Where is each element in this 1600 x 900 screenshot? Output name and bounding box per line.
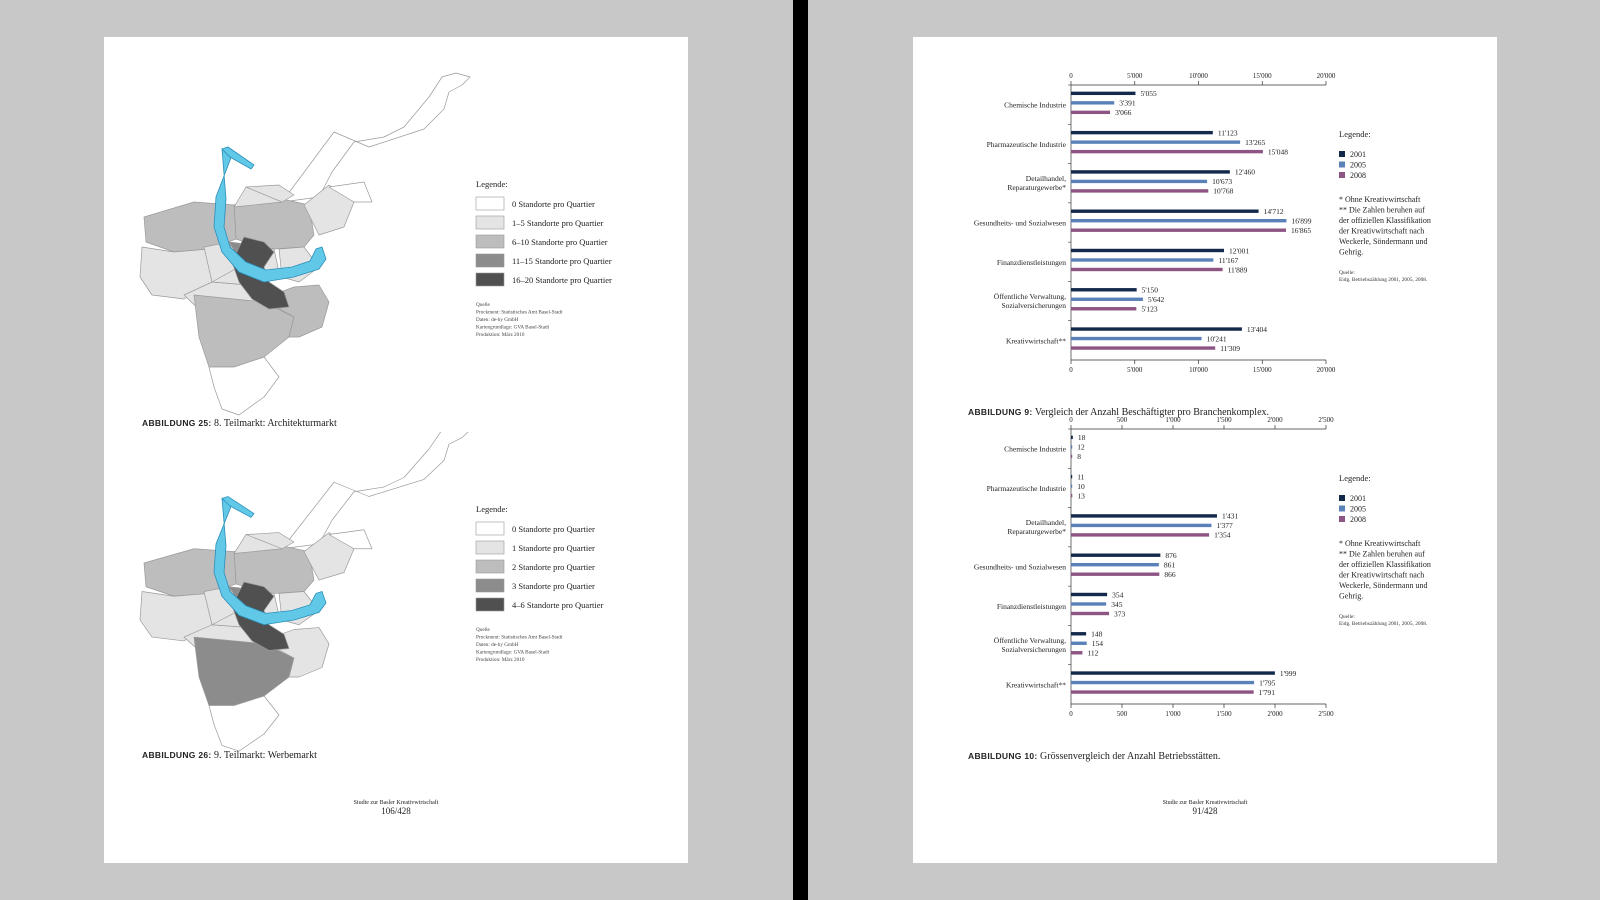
bar-2008 bbox=[1071, 494, 1072, 497]
data-label: 112 bbox=[1087, 648, 1099, 658]
data-label: 1'431 bbox=[1221, 511, 1239, 521]
data-label: 11 bbox=[1077, 472, 1085, 482]
category-label: Detailhandel, bbox=[1025, 174, 1066, 184]
bar-2008 bbox=[1071, 573, 1159, 576]
map-districts bbox=[140, 73, 470, 415]
legend-label: 1 Standorte pro Quartier bbox=[512, 543, 595, 553]
data-label: 11'309 bbox=[1220, 343, 1241, 353]
map-source-line: Prockment: Statistisches Amt Basel-Stadt bbox=[476, 309, 563, 316]
bar-2005 bbox=[1071, 642, 1087, 645]
category-label: Pharmazeutische Industrie bbox=[986, 139, 1066, 149]
data-label: 1'999 bbox=[1279, 668, 1297, 678]
category-label: Kreativwirtschaft** bbox=[1006, 336, 1066, 346]
bar-2008 bbox=[1071, 307, 1136, 310]
data-label: 148 bbox=[1091, 629, 1103, 639]
legend-label: 11–15 Standorte pro Quartier bbox=[512, 256, 612, 266]
chart-note: Gehrig. bbox=[1339, 247, 1364, 257]
category-label: Finanzdienstleistungen bbox=[996, 257, 1066, 267]
bar-2008 bbox=[1071, 690, 1254, 693]
legend-label: 0 Standorte pro Quartier bbox=[512, 524, 595, 534]
bar-2005 bbox=[1071, 445, 1072, 448]
bar-2005 bbox=[1071, 101, 1114, 104]
caption-label: ABBILDUNG 26: bbox=[142, 750, 212, 760]
data-label: 12'460 bbox=[1234, 167, 1255, 177]
legend-swatch bbox=[476, 579, 504, 592]
category-label: Öffentliche Verwaltung, bbox=[993, 636, 1066, 646]
data-label: 11'167 bbox=[1218, 255, 1239, 265]
data-label: 14'712 bbox=[1263, 207, 1284, 216]
bar-2001 bbox=[1071, 436, 1073, 439]
x-tick-label-bottom: 2'500 bbox=[1318, 710, 1334, 718]
chart-source: Eidg. Betriebszählung 2001, 2005, 2008. bbox=[1339, 277, 1428, 283]
chart-note: der offiziellen Klassifikation bbox=[1339, 560, 1431, 569]
chart-note: * Ohne Kreativwirtschaft bbox=[1339, 195, 1421, 204]
map-source-line: Kartengrundlage: GVA Basel-Stadt bbox=[476, 649, 550, 656]
legend-title: Legende: bbox=[476, 504, 508, 514]
x-tick-label-top: 15'000 bbox=[1252, 72, 1272, 80]
data-label: 11'889 bbox=[1227, 265, 1248, 275]
legend-swatch bbox=[476, 541, 504, 554]
category-label: Sozialversicherungen bbox=[1001, 301, 1066, 311]
x-tick-label-bottom: 20'000 bbox=[1316, 366, 1336, 374]
x-tick-label-bottom: 10'000 bbox=[1189, 366, 1208, 374]
map-source-line: Quelle bbox=[476, 627, 490, 633]
legend-label: 0 Standorte pro Quartier bbox=[512, 199, 595, 209]
category-label: Gesundheits- und Sozialwesen bbox=[973, 218, 1066, 228]
map-source-line: Kartengrundlage: GVA Basel-Stadt bbox=[476, 324, 550, 331]
legend-swatch bbox=[476, 216, 504, 229]
bar-2001 bbox=[1071, 92, 1135, 95]
x-tick-label-bottom: 5'000 bbox=[1127, 366, 1143, 374]
map-districts bbox=[140, 432, 470, 751]
bar-2001 bbox=[1071, 632, 1086, 635]
map-source-line: Daten: de-hy GmbH bbox=[476, 642, 519, 648]
category-label: Chemische Industrie bbox=[1004, 100, 1066, 110]
bar-2001 bbox=[1071, 514, 1217, 517]
category-label: Reparaturgewerbe* bbox=[1007, 527, 1066, 537]
map-source-line: Produktion: März 2010 bbox=[476, 332, 525, 338]
data-label: 18 bbox=[1077, 433, 1086, 443]
caption-text: Vergleich der Anzahl Beschäftigter pro Branchenkomplex. bbox=[1032, 407, 1270, 418]
bar-2005 bbox=[1071, 219, 1286, 222]
legend-label: 3 Standorte pro Quartier bbox=[512, 581, 595, 591]
data-label: 876 bbox=[1165, 551, 1177, 560]
data-label: 3'066 bbox=[1115, 108, 1132, 118]
data-label: 12'001 bbox=[1229, 246, 1250, 256]
chart-note: Weckerle, Söndermann und bbox=[1339, 237, 1428, 246]
bar-chart-beschaeftigte bbox=[913, 67, 1497, 397]
chart-note: Weckerle, Söndermann und bbox=[1339, 581, 1428, 590]
bar-2008 bbox=[1071, 268, 1223, 271]
data-label: 15'048 bbox=[1267, 147, 1288, 157]
bar-2001 bbox=[1071, 327, 1242, 330]
legend-label: 16–20 Standorte pro Quartier bbox=[512, 275, 612, 285]
x-tick-label-top: 1'500 bbox=[1216, 416, 1232, 424]
chart-note: * Ohne Kreativwirtschaft bbox=[1339, 539, 1421, 548]
legend-label: 1–5 Standorte pro Quartier bbox=[512, 218, 604, 228]
bar-2008 bbox=[1071, 229, 1286, 232]
map-source-line: Prockment: Statistisches Amt Basel-Stadt bbox=[476, 634, 563, 641]
data-label: 11'123 bbox=[1217, 128, 1238, 138]
data-label: 8 bbox=[1077, 452, 1081, 462]
bar-2005 bbox=[1071, 602, 1106, 605]
category-label: Finanzdienstleistungen bbox=[996, 601, 1066, 611]
category-label: Sozialversicherungen bbox=[1001, 645, 1066, 655]
legend-label: 6–10 Standorte pro Quartier bbox=[512, 237, 608, 247]
bar-2008 bbox=[1071, 189, 1208, 192]
bar-2005 bbox=[1071, 524, 1211, 527]
data-label: 16'899 bbox=[1291, 216, 1312, 226]
bar-2008 bbox=[1071, 111, 1110, 114]
category-label: Öffentliche Verwaltung, bbox=[993, 292, 1066, 302]
data-label: 16'865 bbox=[1291, 226, 1312, 235]
legend-swatch bbox=[476, 598, 504, 611]
basel-map-architekturmarkt bbox=[104, 37, 688, 417]
bar-2005 bbox=[1071, 337, 1202, 340]
x-tick-label-top: 500 bbox=[1116, 416, 1128, 424]
figure-caption-25 bbox=[142, 418, 337, 429]
bar-2008 bbox=[1071, 150, 1263, 153]
document-page-left bbox=[104, 37, 688, 863]
data-label: 866 bbox=[1164, 570, 1176, 579]
figure-caption-26 bbox=[142, 750, 317, 761]
x-tick-label-bottom: 2'000 bbox=[1267, 710, 1283, 718]
map-district bbox=[282, 432, 470, 549]
legend-label: 4–6 Standorte pro Quartier bbox=[512, 600, 604, 610]
bar-2008 bbox=[1071, 533, 1209, 536]
data-label: 1'377 bbox=[1216, 521, 1233, 531]
caption-text: 8. Teilmarkt: Architekturmarkt bbox=[211, 418, 337, 429]
data-label: 373 bbox=[1114, 609, 1126, 619]
bar-2005 bbox=[1071, 563, 1159, 566]
data-label: 1'791 bbox=[1258, 687, 1276, 697]
category-label: Pharmazeutische Industrie bbox=[986, 483, 1066, 493]
bar-2008 bbox=[1071, 651, 1082, 654]
chart-source: Quelle: bbox=[1339, 614, 1355, 620]
bar-2005 bbox=[1071, 298, 1143, 301]
data-label: 5'055 bbox=[1140, 89, 1157, 99]
map-source-line: Quelle bbox=[476, 302, 490, 308]
data-label: 861 bbox=[1163, 560, 1176, 570]
data-label: 13'265 bbox=[1245, 137, 1266, 147]
data-label: 5'123 bbox=[1141, 304, 1158, 314]
legend-swatch bbox=[476, 254, 504, 267]
page-footer bbox=[104, 800, 688, 816]
legend-label: 2 Standorte pro Quartier bbox=[512, 562, 595, 572]
bar-2005 bbox=[1071, 180, 1207, 183]
legend-title: Legende: bbox=[1339, 129, 1371, 139]
legend-swatch bbox=[1339, 151, 1345, 157]
map-source-line: Produktion: März 2010 bbox=[476, 657, 525, 663]
data-label: 10 bbox=[1077, 481, 1085, 491]
data-label: 10'768 bbox=[1213, 186, 1234, 196]
category-label: Gesundheits- und Sozialwesen bbox=[973, 562, 1066, 572]
data-label: 3'391 bbox=[1119, 98, 1136, 108]
x-tick-label-top: 0 bbox=[1069, 416, 1073, 424]
legend-swatch bbox=[1339, 495, 1345, 501]
data-label: 10'673 bbox=[1212, 177, 1233, 187]
map-source-line: Daten: de-hy GmbH bbox=[476, 317, 519, 323]
caption-label: ABBILDUNG 25: bbox=[142, 418, 212, 428]
caption-label: ABBILDUNG 10: bbox=[968, 751, 1038, 761]
category-label: Kreativwirtschaft** bbox=[1006, 680, 1066, 690]
chart-note: der Kreativwirtschaft nach bbox=[1339, 570, 1425, 580]
bar-2001 bbox=[1071, 554, 1160, 557]
page-number: 91/428 bbox=[1192, 806, 1218, 816]
basel-map-werbemarkt bbox=[104, 432, 688, 772]
data-label: 10'241 bbox=[1206, 334, 1227, 344]
legend-swatch bbox=[476, 273, 504, 286]
data-label: 1'795 bbox=[1259, 678, 1276, 688]
x-tick-label-top: 10'000 bbox=[1189, 72, 1208, 80]
x-tick-label-top: 2'500 bbox=[1318, 416, 1334, 424]
data-label: 5'642 bbox=[1147, 295, 1165, 305]
caption-label: ABBILDUNG 9: bbox=[968, 407, 1033, 417]
footer-title: Studie zur Basler Kreativwirtschaft bbox=[353, 800, 439, 806]
legend-title: Legende: bbox=[476, 179, 508, 189]
data-label: 154 bbox=[1091, 639, 1103, 649]
bar-2001 bbox=[1071, 131, 1213, 134]
chart-source: Quelle: bbox=[1339, 270, 1355, 276]
legend-label: 2005 bbox=[1350, 160, 1366, 170]
bar-2008 bbox=[1071, 455, 1072, 458]
bar-2001 bbox=[1071, 210, 1259, 213]
page-footer bbox=[913, 800, 1497, 816]
document-page-right bbox=[913, 37, 1497, 863]
x-tick-label-bottom: 0 bbox=[1069, 366, 1073, 374]
chart-note: Gehrig. bbox=[1339, 591, 1364, 601]
bar-2001 bbox=[1071, 249, 1224, 252]
legend-swatch bbox=[476, 235, 504, 248]
data-label: 13'404 bbox=[1246, 324, 1268, 334]
legend-swatch bbox=[476, 197, 504, 210]
data-label: 1'354 bbox=[1214, 530, 1231, 540]
bar-2001 bbox=[1071, 593, 1107, 596]
bar-2005 bbox=[1071, 140, 1240, 143]
legend-label: 2008 bbox=[1350, 171, 1366, 180]
x-tick-label-bottom: 15'000 bbox=[1252, 366, 1272, 374]
legend-label: 2001 bbox=[1350, 494, 1366, 503]
pane-divider[interactable] bbox=[793, 0, 808, 900]
bar-2005 bbox=[1071, 258, 1213, 261]
bar-2008 bbox=[1071, 346, 1215, 349]
x-tick-label-bottom: 500 bbox=[1116, 710, 1128, 718]
legend-label: 2005 bbox=[1350, 504, 1366, 514]
legend-swatch bbox=[1339, 172, 1345, 178]
data-label: 12 bbox=[1077, 442, 1085, 452]
bar-2005 bbox=[1071, 681, 1254, 684]
legend-label: 2001 bbox=[1350, 150, 1366, 159]
x-tick-label-top: 1'000 bbox=[1165, 416, 1181, 424]
bar-2005 bbox=[1071, 484, 1072, 487]
chart-note: ** Die Zahlen beruhen auf bbox=[1339, 205, 1425, 215]
map-district bbox=[282, 73, 470, 202]
x-tick-label-top: 20'000 bbox=[1316, 72, 1336, 80]
data-label: 13 bbox=[1077, 491, 1085, 501]
bar-chart-betriebsstaetten bbox=[913, 411, 1497, 741]
caption-text: Grössenvergleich der Anzahl Betriebsstätten. bbox=[1037, 751, 1221, 762]
chart-source: Eidg. Betriebszählung 2001, 2005, 2008. bbox=[1339, 621, 1428, 627]
bar-2001 bbox=[1071, 671, 1275, 674]
chart-note: der offiziellen Klassifikation bbox=[1339, 216, 1431, 225]
legend-swatch bbox=[1339, 506, 1345, 512]
legend-swatch bbox=[476, 522, 504, 535]
chart-note: der Kreativwirtschaft nach bbox=[1339, 226, 1425, 236]
figure-caption-10 bbox=[968, 751, 1220, 762]
x-tick-label-bottom: 1'000 bbox=[1165, 710, 1181, 718]
data-label: 354 bbox=[1112, 590, 1124, 600]
bar-2001 bbox=[1071, 288, 1137, 291]
x-tick-label-top: 0 bbox=[1069, 72, 1073, 80]
chart-note: ** Die Zahlen beruhen auf bbox=[1339, 549, 1425, 559]
data-label: 345 bbox=[1111, 599, 1123, 609]
category-label: Chemische Industrie bbox=[1004, 444, 1066, 454]
legend-title: Legende: bbox=[1339, 473, 1371, 483]
caption-text: 9. Teilmarkt: Werbemarkt bbox=[211, 750, 317, 761]
legend-swatch bbox=[476, 560, 504, 573]
data-label: 5'150 bbox=[1141, 285, 1159, 295]
bar-2001 bbox=[1071, 475, 1072, 478]
legend-swatch bbox=[1339, 162, 1345, 168]
legend-label: 2008 bbox=[1350, 515, 1366, 524]
x-tick-label-top: 5'000 bbox=[1127, 72, 1143, 80]
x-tick-label-top: 2'000 bbox=[1267, 416, 1283, 424]
bar-2008 bbox=[1071, 612, 1109, 615]
category-label: Detailhandel, bbox=[1025, 518, 1066, 528]
page-number: 106/428 bbox=[381, 806, 411, 816]
footer-title: Studie zur Basler Kreativwirtschaft bbox=[1162, 800, 1248, 806]
category-label: Reparaturgewerbe* bbox=[1007, 183, 1066, 193]
map2-group bbox=[140, 432, 470, 751]
x-tick-label-bottom: 0 bbox=[1069, 710, 1073, 718]
bar-2001 bbox=[1071, 170, 1230, 173]
x-tick-label-bottom: 1'500 bbox=[1216, 710, 1232, 718]
legend-swatch bbox=[1339, 516, 1345, 522]
